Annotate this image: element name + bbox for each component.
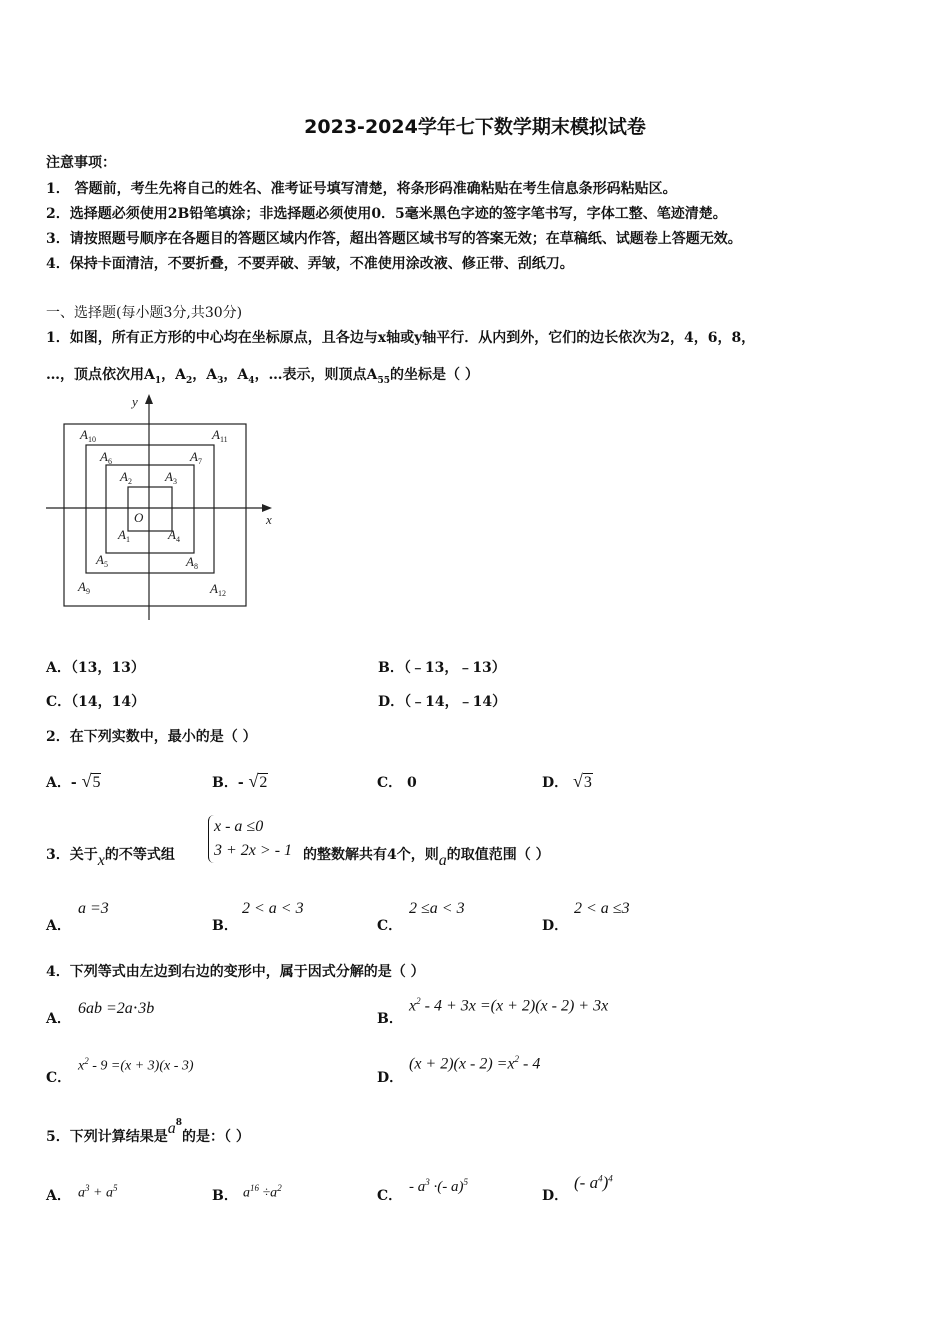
q4-option-c: $x^2 - 9 =(x + 3)(x - 3)$ <box>78 1056 194 1074</box>
q1-stem-line1: 1．如图，所有正方形的中心均在坐标原点，且各边与x轴或y轴平行．从内到外，它们的边长依次为2，4，6，8， <box>46 330 756 346</box>
q3-stem-post: 的整数解共有4个，则a的取值范围（ ） <box>303 847 550 869</box>
label-A2: $A_2$ <box>120 469 132 486</box>
q1-option-a: A．（13，13） <box>46 660 145 676</box>
label-A5: $A_5$ <box>96 552 108 569</box>
q4-option-a-label: A． <box>46 1011 71 1027</box>
q1-option-b: B．（﹣13，﹣13） <box>378 660 506 676</box>
q2-option-d: D． √3 <box>542 771 592 791</box>
page-title: 2023-2024学年七下数学期末模拟试卷 <box>304 116 646 138</box>
q2-option-a: A．- √5 <box>46 771 101 791</box>
q1-stem-line2: …，顶点依次用$A_1$，$A_2$，$A_3$，$A_4$，…表示，则顶点$A_{55}$的坐标是（ ） <box>46 367 479 386</box>
q3-inequality-system <box>208 815 292 863</box>
q5-option-c-label: C． <box>377 1188 403 1204</box>
y-axis-label: y <box>132 394 138 409</box>
notice-item-1: 1． 答题前，考生先将自己的姓名、准考证号填写清楚，将条形码准确粘贴在考生信息条形码粘贴区。 <box>46 181 677 197</box>
q4-option-c-label: C． <box>46 1070 72 1086</box>
notice-item-4: 4．保持卡面清洁，不要折叠，不要弄破、弄皱，不准使用涂改液、修正带、刮纸刀。 <box>46 256 574 272</box>
q3-option-a-label: A． <box>46 918 71 934</box>
section-heading: 一、选择题(每小题3分,共30分) <box>46 305 243 321</box>
notice-item-3: 3．请按照题号顺序在各题目的答题区域内作答，超出答题区域书写的答案无效；在草稿纸、试题卷上答题无效。 <box>46 231 742 247</box>
label-A1: $A_1$ <box>118 527 130 544</box>
q3-option-d: 2 < a ≤3 <box>574 900 630 917</box>
square-3 <box>86 445 214 573</box>
label-A6: $A_6$ <box>100 449 112 466</box>
q4-option-d: $(x + 2)(x - 2) =x^2 - 4$ <box>409 1054 541 1073</box>
label-A3: $A_3$ <box>165 469 177 486</box>
notice-item-2: 2．选择题必须使用2B铅笔填涂；非选择题必须使用0．5毫米黑色字迹的签字笔书写，字体工整、笔迹清楚。 <box>46 206 727 222</box>
q5-stem: 5．下列计算结果是$a^8$的是：（ ） <box>46 1118 250 1145</box>
y-axis-arrow <box>145 394 153 404</box>
notice-heading: 注意事项： <box>46 155 116 171</box>
q4-option-b-label: B． <box>377 1011 403 1027</box>
q5-option-b-label: B． <box>212 1188 238 1204</box>
label-A7: $A_7$ <box>190 449 202 466</box>
q4-stem: 4．下列等式由左边到右边的变形中，属于因式分解的是（ ） <box>46 964 425 980</box>
q5-option-a-label: A． <box>46 1188 71 1204</box>
x-axis-label: x <box>266 512 272 527</box>
nested-squares-figure <box>40 388 280 628</box>
square-4 <box>64 424 246 606</box>
q3-option-c-label: C． <box>377 918 403 934</box>
q3-option-a: a =3 <box>78 900 109 917</box>
label-A9: $A_9$ <box>78 579 90 596</box>
q3-option-b: 2 < a < 3 <box>242 900 304 917</box>
label-A11: $A_{11}$ <box>212 427 228 444</box>
q3-ineq-1: x - a ≤0 <box>214 818 264 835</box>
x-axis-arrow <box>262 504 272 512</box>
q5-option-d: (- $a^4)^4$ <box>574 1173 613 1192</box>
origin-label: O <box>134 510 144 525</box>
sqrt-icon: √5 <box>81 771 101 791</box>
q3-stem-pre: 3．关于x的不等式组 <box>46 847 175 869</box>
label-A12: $A_{12}$ <box>210 581 226 598</box>
q4-option-b: $x^2 - 4 + 3x =(x + 2)(x - 2) + 3x$ <box>409 996 609 1015</box>
q5-option-d-label: D． <box>542 1188 569 1204</box>
q5-option-b: $a^{16} \div a^2$ <box>243 1183 282 1201</box>
q4-option-d-label: D． <box>377 1070 404 1086</box>
sqrt-icon: √2 <box>248 771 268 791</box>
q1-option-c: C．（14，14） <box>46 694 146 710</box>
q3-option-c: 2 ≤a < 3 <box>409 900 465 917</box>
q4-option-a: 6ab =2a⋅3b <box>78 1000 155 1017</box>
q2-stem: 2．在下列实数中，最小的是（ ） <box>46 729 257 745</box>
q5-option-c: - $a^3$ ·(- a)$^5$ <box>409 1177 468 1195</box>
label-A4: $A_4$ <box>168 527 180 544</box>
q3-ineq-2: 3 + 2x > - 1 <box>214 842 293 859</box>
q1-option-d: D．（﹣14，﹣14） <box>378 694 507 710</box>
q2-option-b: B．- √2 <box>212 771 268 791</box>
q3-option-d-label: D． <box>542 918 569 934</box>
label-A8: $A_8$ <box>186 554 198 571</box>
q2-option-c: C． 0 <box>377 775 417 791</box>
sqrt-icon: √3 <box>573 771 592 791</box>
label-A10: $A_{10}$ <box>80 427 96 444</box>
q3-option-b-label: B． <box>212 918 238 934</box>
q5-option-a: $a^3 + a^5$ <box>78 1183 118 1201</box>
